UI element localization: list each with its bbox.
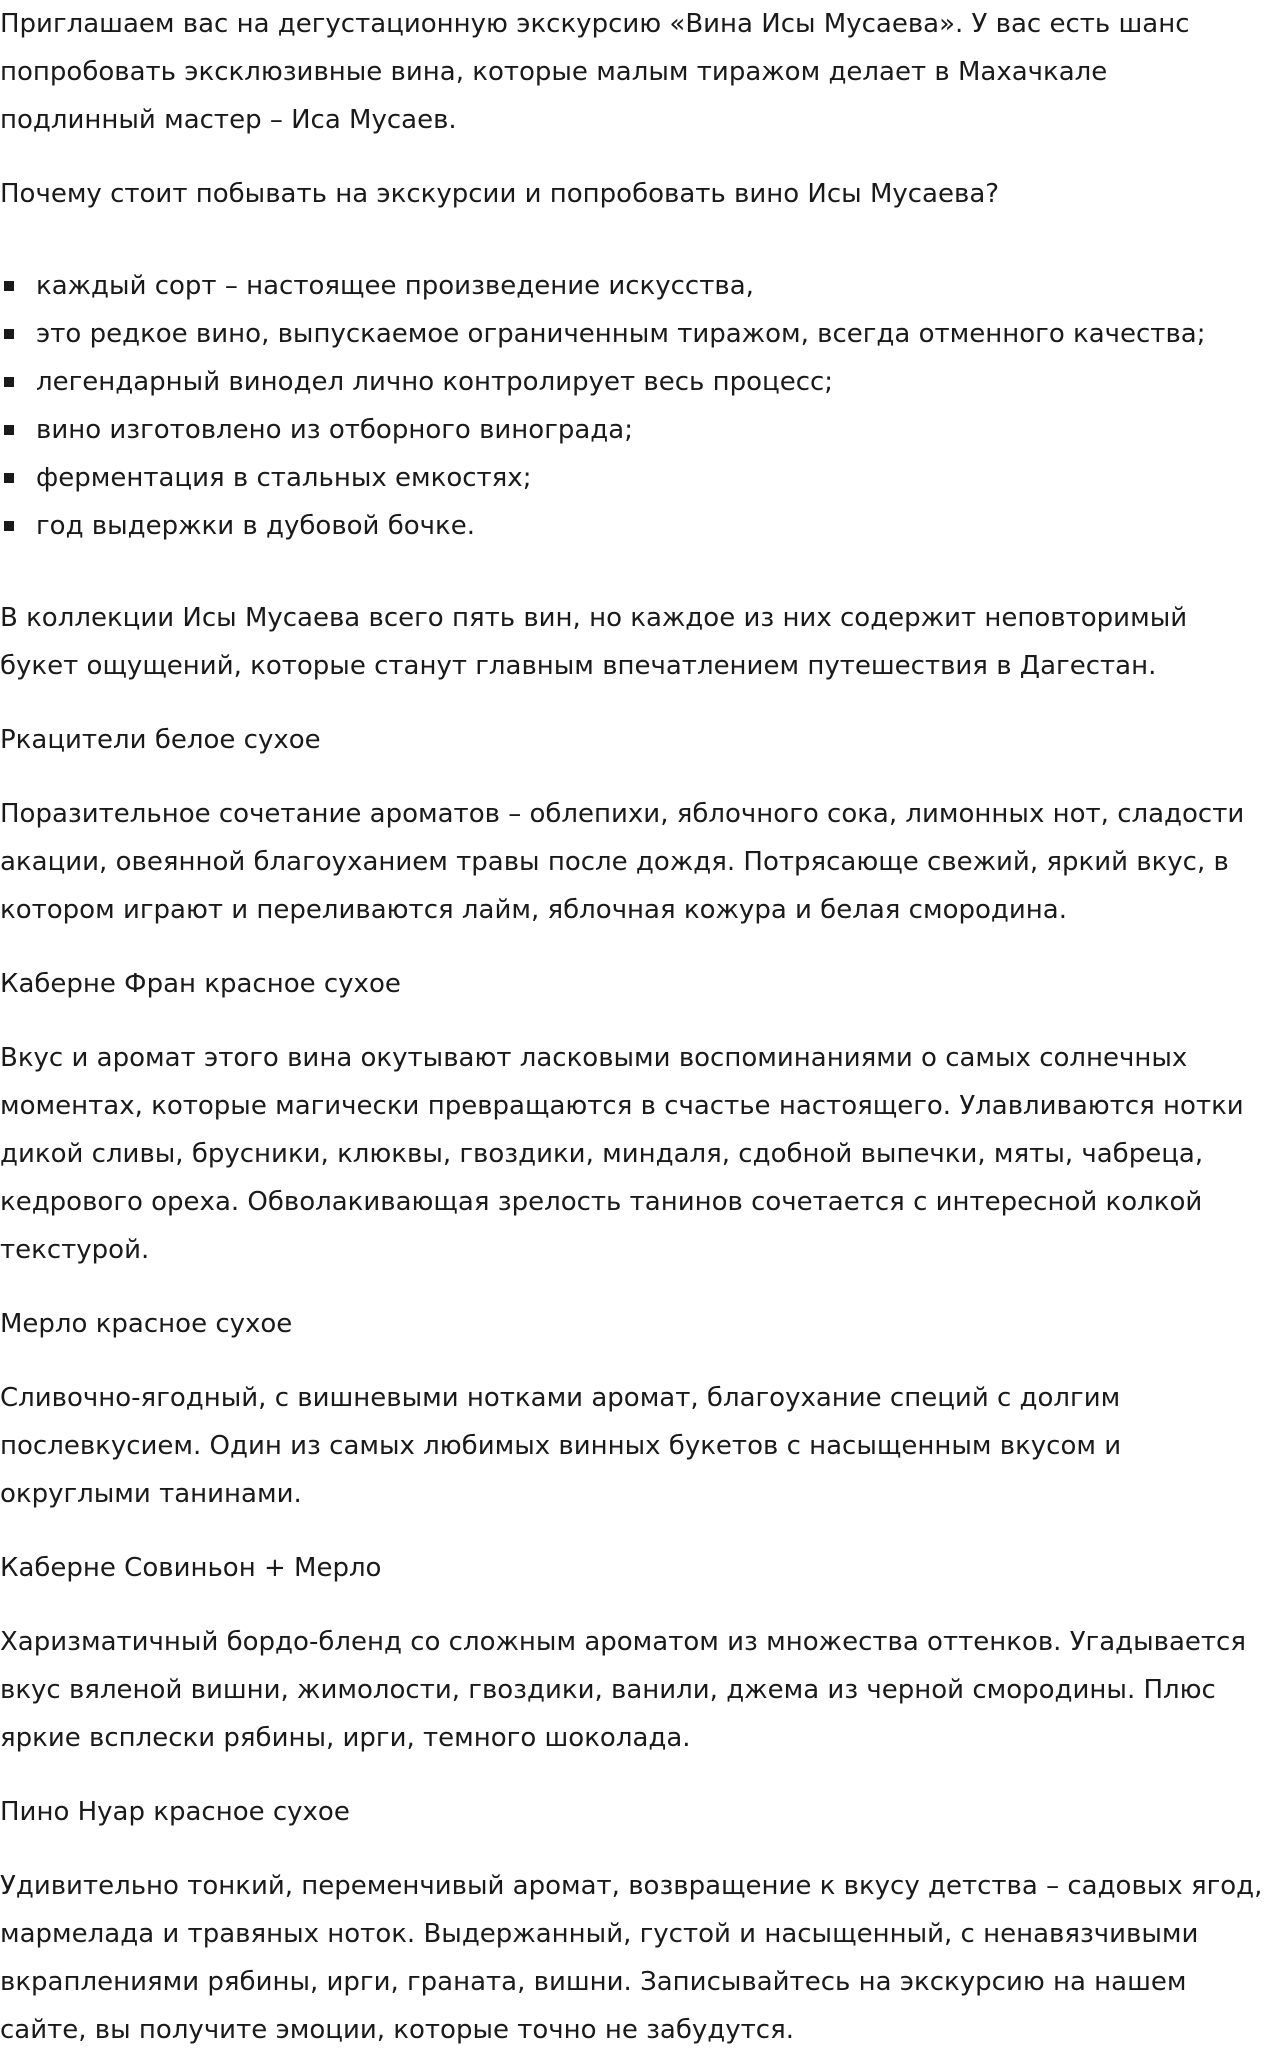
bullet-icon (4, 329, 14, 339)
wine-name-pinot-noir: Пино Нуар красное сухое (0, 1797, 350, 1827)
collection-paragraph: В коллекции Исы Мусаева всего пять вин, но каждое из них содержит неповторимый букет ощущений, которые станут главным впечатлением путешествия в Дагестан. (0, 603, 1188, 681)
list-item (0, 310, 1268, 358)
wine-name-merlot: Мерло красное сухое (0, 1309, 293, 1339)
list-item-text: это редкое вино, выпускаемое ограниченным тиражом, всегда отменного качества; (36, 319, 1206, 349)
intro-paragraph: Приглашаем вас на дегустационную экскурсию «Вина Исы Мусаева». У вас есть шанс попробовать эксклюзивные вина, которые малым тиражом делает в Махачкале подлинный мастер – Иса Мусаев. (0, 9, 1190, 135)
bullet-icon (4, 377, 14, 387)
bullet-icon (4, 425, 14, 435)
list-item-text: вино изготовлено из отборного винограда; (36, 415, 633, 445)
features-list (0, 262, 1268, 550)
wine-description-cabernet-sauvignon-merlot: Харизматичный бордо-бленд со сложным ароматом из множества оттенков. Угадывается вкус вяленой вишни, жимолости, гвоздики, ванили, джема из черной смородины. Плюс яркие всплески рябины, ирги, темного шоколада. (0, 1627, 1246, 1753)
wine-name-cabernet-franc: Каберне Фран красное сухое (0, 969, 401, 999)
bullet-icon (4, 281, 14, 291)
wine-description-merlot: Сливочно-ягодный, с вишневыми нотками аромат, благоухание специй с долгим послевкусием. Один из самых любимых винных букетов с насыщенным вкусом и округлыми танинами. (0, 1383, 1122, 1509)
list-item-text: год выдержки в дубовой бочке. (36, 511, 475, 541)
question-paragraph: Почему стоит побывать на экскурсии и попробовать вино Исы Мусаева? (0, 179, 1000, 209)
list-item-text: ферментация в стальных емкостях; (36, 463, 532, 493)
wine-description-pinot-noir: Удивительно тонкий, переменчивый аромат, возвращение к вкусу детства – садовых ягод, мармелада и травяных ноток. Выдержанный, густой и насыщенный, с ненавязчивыми вкраплениями рябины, ирги, граната, вишни. Записывайтесь на экскурсию на нашем сайте, вы получите эмоции, которые точно не забудутся. (0, 1871, 1263, 2045)
bullet-icon (4, 473, 14, 483)
wine-name-rkatsiteli: Ркацители белое сухое (0, 725, 321, 755)
list-item-text: каждый сорт – настоящее произведение искусства, (36, 271, 754, 301)
list-item (0, 502, 1268, 550)
list-item (0, 454, 1268, 502)
bullet-icon (4, 521, 14, 531)
wine-name-cabernet-sauvignon-merlot: Каберне Совиньон + Мерло (0, 1553, 382, 1583)
list-item-text: легендарный винодел лично контролирует весь процесс; (36, 367, 834, 397)
list-item (0, 262, 1268, 310)
wine-description-cabernet-franc: Вкус и аромат этого вина окутывают ласковыми воспоминаниями о самых солнечных моментах, которые магически превращаются в счастье настоящего. Улавливаются нотки дикой сливы, брусники, клюквы, гвоздики, миндаля, сдобной выпечки, мяты, чабреца, кедрового ореха. Обволакивающая зрелость танинов сочетается с интересной колкой текстурой. (0, 1043, 1244, 1265)
list-item (0, 358, 1268, 406)
wine-description-rkatsiteli: Поразительное сочетание ароматов – облепихи, яблочного сока, лимонных нот, сладости акации, овеянной благоуханием травы после дождя. Потрясающе свежий, яркий вкус, в котором играют и переливаются лайм, яблочная кожура и белая смородина. (0, 799, 1245, 925)
list-item (0, 406, 1268, 454)
